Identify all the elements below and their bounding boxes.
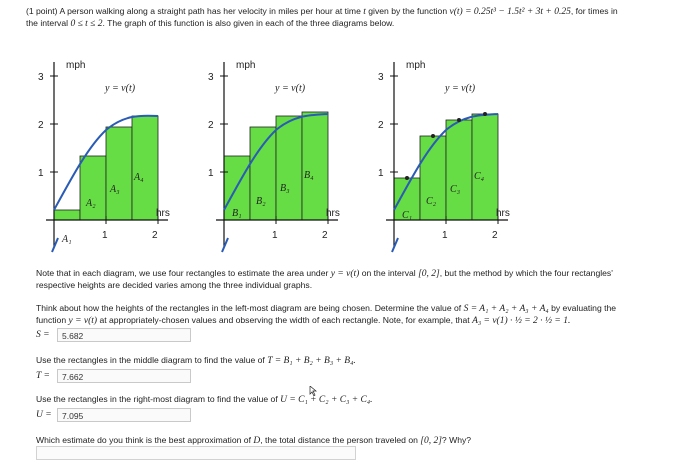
note-paragraph (36, 268, 676, 291)
question-s-intro: Think about how the heights of the rectangles in the left-most diagram are being chosen. Determine the value of (36, 303, 462, 313)
question-s-expression: S = A₁ + A₂ + A₃ + A₄ (463, 304, 549, 314)
question-d-intro: Which estimate do you think is the best approximation of (36, 435, 251, 445)
x-label-1: 1 (442, 230, 448, 241)
note-intro: Note that in each diagram, we use four rectangles to estimate the area under (36, 268, 329, 278)
question-t-prompt (36, 355, 356, 366)
right-diagram-graph (368, 52, 518, 257)
problem-line-1 (26, 6, 618, 17)
hrs-label: hrs (156, 208, 170, 219)
midpoint-dot-3 (457, 118, 461, 122)
y-label-2: 2 (38, 120, 44, 131)
question-u-prompt (36, 394, 373, 405)
curve-tail (52, 238, 58, 252)
rect-label-2: A₂ (86, 198, 96, 209)
y-label-2: 2 (208, 120, 214, 131)
u-answer-label: U = (36, 410, 52, 420)
rect-label-3: A₃ (110, 184, 120, 195)
rect-label-1: C₁ (402, 210, 413, 221)
y-label-1: 1 (38, 168, 44, 179)
d-answer-field[interactable] (36, 446, 356, 460)
problem-intro: (1 point) A person walking along a straight path has her velocity in miles per hour at time (26, 6, 361, 16)
rect-label-1: B₁ (232, 208, 242, 219)
rect-label-4: A₄ (134, 172, 144, 183)
note-line-1-suffix: , but the method by which the four rectangles' (439, 268, 613, 278)
function-expression: y = v(t) (68, 316, 98, 326)
middle-rect-3 (276, 116, 302, 220)
midpoint-dot-2 (431, 134, 435, 138)
mph-label: mph (66, 60, 86, 71)
hrs-label: hrs (326, 208, 340, 219)
y-label-1: 1 (208, 168, 214, 179)
question-u-expression: U = C₁ + C₂ + C₃ + C₄. (280, 395, 373, 405)
velocity-function: v(t) = 0.25t³ − 1.5t² + 3t + 0.25 (449, 7, 571, 17)
distance-interval: [0, 2] (420, 436, 442, 446)
function-prefix: function (36, 315, 67, 325)
x-label-1: 1 (272, 230, 278, 241)
question-d-prompt (36, 435, 471, 446)
note-interval: [0, 2] (418, 269, 440, 279)
right-rect-2 (420, 136, 446, 220)
rect-label-4: B₄ (304, 170, 314, 181)
s-answer-label: S = (36, 330, 50, 340)
question-t-expression: T = B₁ + B₂ + B₃ + B₄. (267, 356, 356, 366)
problem-line-2-suffix: . The graph of this function is also given in each of the three diagrams below. (102, 18, 395, 28)
problem-suffix: , for times in (570, 6, 618, 16)
mouse-pointer-icon (309, 386, 317, 396)
rect-label-1: A₁ (62, 234, 72, 245)
y-label-1: 1 (378, 168, 384, 179)
time-variable: t (363, 7, 366, 17)
x-label-2: 2 (492, 230, 498, 241)
right-diagram (368, 52, 518, 257)
middle-diagram (198, 52, 348, 257)
question-d-mid: , the total distance the person traveled on (260, 435, 418, 445)
note-line-1 (36, 268, 676, 280)
rect-label-3: C₃ (450, 184, 461, 195)
rect-label-2: B₂ (256, 196, 266, 207)
hrs-label: hrs (496, 208, 510, 219)
note-function: y = v(t) (330, 269, 360, 279)
left-rect-2 (80, 156, 106, 220)
question-u-intro: Use the rectangles in the right-most diagram to find the value of (36, 394, 278, 404)
t-answer-field[interactable]: 7.662 (57, 369, 191, 383)
middle-diagram-graph (198, 52, 348, 257)
evaluation-note: at appropriately-chosen values and observing the width of each rectangle. Note, for example, that (99, 315, 470, 325)
left-diagram (28, 52, 178, 257)
curve-label: y = v(t) (445, 83, 476, 94)
question-d-suffix: ? Why? (441, 435, 472, 445)
distance-variable: D (253, 436, 261, 446)
question-s-line-1 (36, 303, 616, 314)
left-rect-4 (132, 116, 158, 220)
question-s-line-2 (36, 315, 570, 326)
question-t-intro: Use the rectangles in the middle diagram to find the value of (36, 355, 265, 365)
mph-label: mph (406, 60, 426, 71)
interval-intro: the interval (26, 18, 69, 28)
right-rect-4 (472, 114, 498, 220)
y-label-3: 3 (378, 72, 384, 83)
mph-label: mph (236, 60, 256, 71)
s-answer-field[interactable]: 5.682 (57, 328, 191, 342)
middle-rect-4 (302, 112, 328, 220)
question-s-suffix: by evaluating the (551, 303, 617, 313)
note-line-2: respective heights are decided varies among the three individual graphs. (36, 280, 313, 290)
u-answer-field[interactable]: 7.095 (57, 408, 191, 422)
x-label-2: 2 (322, 230, 328, 241)
problem-middle: given by the function (368, 6, 448, 16)
curve-label: y = v(t) (275, 83, 306, 94)
rect-label-4: C₄ (474, 171, 485, 182)
rect-label-3: B₃ (280, 183, 290, 194)
t-answer-label: T = (36, 371, 50, 381)
left-rect-1 (54, 210, 80, 220)
left-rect-3 (106, 127, 132, 220)
curve-tail (392, 238, 398, 252)
y-label-3: 3 (38, 72, 44, 83)
y-label-3: 3 (208, 72, 214, 83)
midpoint-dot-1 (405, 176, 409, 180)
y-label-2: 2 (378, 120, 384, 131)
note-interval-intro: on the interval (361, 268, 416, 278)
right-rect-3 (446, 120, 472, 220)
time-interval: 0 ≤ t ≤ 2 (70, 19, 103, 29)
rect-label-2: C₂ (426, 196, 437, 207)
curve-label: y = v(t) (105, 83, 136, 94)
midpoint-dot-4 (483, 112, 487, 116)
curve-tail (222, 238, 228, 252)
problem-line-2 (26, 18, 394, 29)
example-expression: A₃ = v(1) · ½ = 2 · ½ = 1. (472, 316, 571, 326)
x-label-1: 1 (102, 230, 108, 241)
left-diagram-graph (28, 52, 178, 257)
x-label-2: 2 (152, 230, 158, 241)
